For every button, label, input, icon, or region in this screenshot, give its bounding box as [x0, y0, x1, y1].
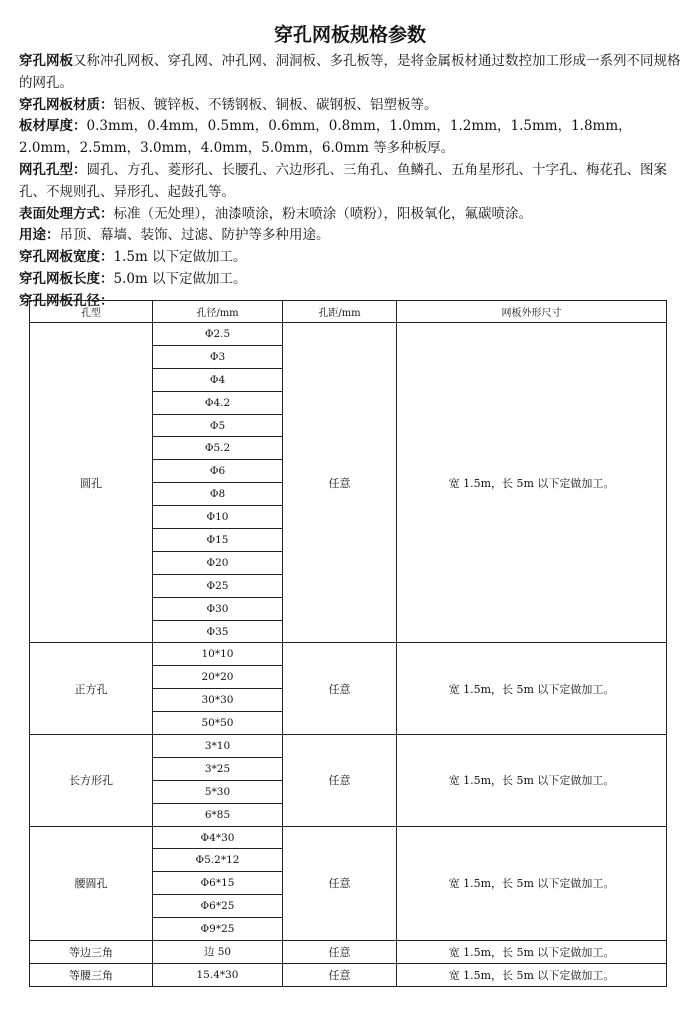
table-row: [30, 963, 667, 986]
hole-size-cell: 30*30: [153, 689, 283, 712]
panel-size-cell: 宽 1.5m，长 5m 以下定做加工。: [397, 941, 667, 964]
hole-size-cell: 6*85: [153, 803, 283, 826]
hole-size-cell: 3*25: [153, 757, 283, 780]
hole-size-cell: Φ3: [153, 345, 283, 368]
para-label: 表面处理方式：: [19, 205, 114, 222]
column-header: 孔距/mm: [283, 301, 397, 323]
column-header: 孔型: [30, 301, 153, 323]
hole-size-cell: Φ9*25: [153, 918, 283, 941]
hole-size-cell: Φ4*30: [153, 826, 283, 849]
hole-size-cell: Φ15: [153, 529, 283, 552]
table-row: [30, 735, 667, 758]
hole-size-cell: 20*20: [153, 666, 283, 689]
column-header: 网板外形尺寸: [397, 301, 667, 323]
hole-size-cell: Φ20: [153, 551, 283, 574]
para-text: 标准（无处理），油漆喷涂，粉末喷涂（喷粉），阳极氧化，氟碳喷涂。: [113, 205, 532, 222]
page-title: 穿孔网板规格参数: [273, 24, 426, 46]
hole-size-cell: Φ5.2*12: [153, 849, 283, 872]
panel-size-cell: 宽 1.5m，长 5m 以下定做加工。: [397, 643, 667, 735]
hole-size-cell: Φ8: [153, 483, 283, 506]
hole-type-cell: 长方形孔: [30, 735, 153, 827]
spec-paragraphs: [19, 51, 684, 313]
para-label: 板材厚度：: [19, 118, 87, 135]
hole-size-cell: 15.4*30: [153, 963, 283, 986]
panel-size-cell: 宽 1.5m，长 5m 以下定做加工。: [397, 735, 667, 827]
table-body: [30, 323, 667, 987]
thickness-paragraph: [19, 116, 684, 160]
hole-size-cell: Φ25: [153, 574, 283, 597]
table-header-row: [30, 301, 667, 323]
hole-size-cell: Φ35: [153, 620, 283, 643]
para-label: 用途：: [19, 227, 60, 244]
panel-size-cell: 宽 1.5m，长 5m 以下定做加工。: [397, 323, 667, 643]
hole-pitch-cell: 任意: [283, 323, 397, 643]
hole-type-cell: 圆孔: [30, 323, 153, 643]
para-label: 穿孔网板: [19, 53, 73, 69]
table-row: [30, 826, 667, 849]
para-text: 圆孔、方孔、菱形孔、长腰孔、六边形孔、三角孔、鱼鳞孔、五角星形孔、十字孔、梅花孔、图案孔、不规则孔、异形孔、起鼓孔等。: [19, 161, 667, 200]
spec-table: [29, 300, 667, 987]
para-text: 又称冲孔网板、穿孔网、冲孔网、洞洞板、多孔板等，是将金属板材通过数控加工形成一系列不同规格的网孔。: [19, 53, 681, 91]
para-label: 穿孔网板孔径：: [19, 292, 114, 309]
hole-type-cell: 正方孔: [30, 643, 153, 735]
para-text: 1.5m 以下定做加工。: [113, 249, 247, 266]
width-paragraph: [19, 247, 684, 269]
hole-size-cell: Φ4.2: [153, 391, 283, 414]
para-label: 穿孔网板长度：: [19, 270, 114, 287]
panel-size-cell: 宽 1.5m，长 5m 以下定做加工。: [397, 826, 667, 940]
para-label: 穿孔网板材质：: [19, 96, 114, 113]
hole-size-cell: Φ10: [153, 506, 283, 529]
length-paragraph: [19, 269, 684, 291]
hole-type-cell: 等腰三角: [30, 963, 153, 986]
hole-size-cell: 10*10: [153, 643, 283, 666]
hole-size-cell: Φ2.5: [153, 323, 283, 346]
hole-pitch-cell: 任意: [283, 826, 397, 940]
hole-pitch-cell: 任意: [283, 735, 397, 827]
surface-paragraph: [19, 204, 684, 226]
para-text: 铝板、镀锌板、不锈钢板、铜板、碳钢板、铝塑板等。: [113, 96, 438, 113]
hole-size-cell: Φ5: [153, 414, 283, 437]
hole-size-cell: Φ4: [153, 368, 283, 391]
hole-type-cell: 等边三角: [30, 941, 153, 964]
hole-size-cell: 50*50: [153, 712, 283, 735]
panel-size-cell: 宽 1.5m，长 5m 以下定做加工。: [397, 963, 667, 986]
table-row: [30, 323, 667, 346]
usage-paragraph: [19, 225, 684, 247]
table-row: [30, 643, 667, 666]
hole-size-cell: 边 50: [153, 941, 283, 964]
intro-paragraph: [19, 51, 684, 95]
para-text: 吊顶、幕墙、装饰、过滤、防护等多种用途。: [59, 227, 330, 244]
material-paragraph: [19, 95, 684, 117]
hole-size-cell: 3*10: [153, 735, 283, 758]
table-row: [30, 941, 667, 964]
hole-size-cell: Φ5.2: [153, 437, 283, 460]
hole-type-paragraph: [19, 160, 684, 204]
hole-size-cell: Φ6*15: [153, 872, 283, 895]
hole-size-cell: 5*30: [153, 780, 283, 803]
hole-pitch-cell: 任意: [283, 643, 397, 735]
para-text: 5.0m 以下定做加工。: [113, 270, 247, 287]
hole-size-cell: Φ30: [153, 597, 283, 620]
hole-size-cell: Φ6*25: [153, 895, 283, 918]
para-label: 网孔孔型：: [19, 161, 87, 178]
hole-pitch-cell: 任意: [283, 963, 397, 986]
hole-size-cell: Φ6: [153, 460, 283, 483]
hole-type-cell: 腰圆孔: [30, 826, 153, 940]
para-text: 0.3mm，0.4mm，0.5mm，0.6mm，0.8mm，1.0mm，1.2mm，1.5mm，1.8mm，2.0mm，2.5mm，3.0mm，4.0mm，5.0mm，6.0mm 等多种板厚。: [19, 118, 632, 157]
column-header: 孔径/mm: [153, 301, 283, 323]
para-label: 穿孔网板宽度：: [19, 249, 114, 266]
hole-pitch-cell: 任意: [283, 941, 397, 964]
